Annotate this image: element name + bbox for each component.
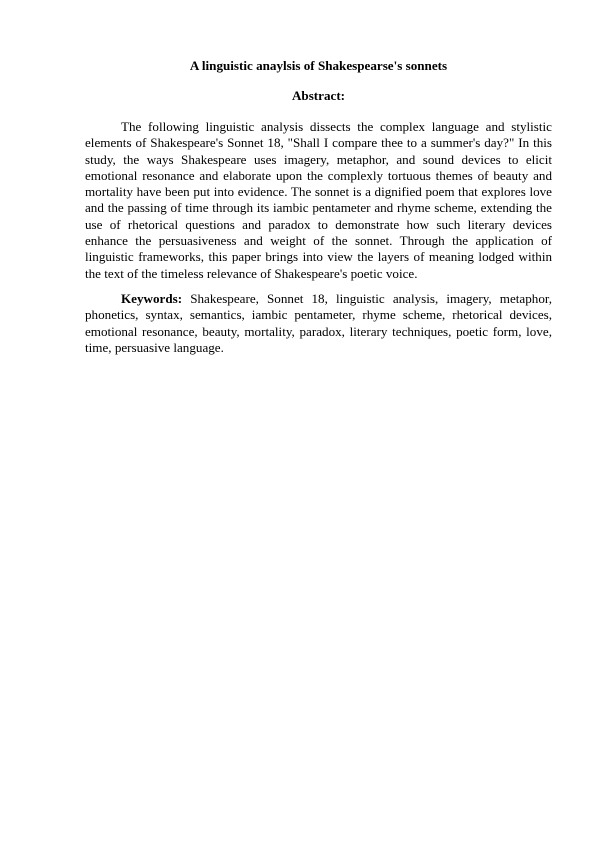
abstract-paragraph: The following linguistic analysis dissects the complex language and stylistic elements of Shakespeare's Sonnet 18, "Shall I compare thee to a summer's day?" In this study, the ways Shakespeare uses imagery, metaphor, and sound devices to elicit emotional resonance and elaborate upon the complexly tortuous themes of beauty and mortality have been put into evidence. The sonnet is a dignified poem that explores love and the passing of time through its iambic pentameter and rhyme scheme, extending the use of rhetorical questions and paradox to demonstrate how such literary devices enhance the persuasiveness and weight of the sonnet. Through the application of linguistic frameworks, this paper brings into view the layers of meaning lodged within the text of the timeless relevance of Shakespeare's poetic voice. bbox=[85, 119, 552, 281]
keywords-paragraph bbox=[85, 291, 552, 356]
keywords-label: Keywords: bbox=[121, 290, 183, 306]
abstract-heading: Abstract: bbox=[291, 88, 346, 103]
paper-title: A linguistic anaylsis of Shakespearse's sonnets bbox=[189, 58, 448, 73]
keywords-list: Shakespeare, Sonnet 18, linguistic analysis, imagery, metaphor, phonetics, syntax, semantics, iambic pentameter, rhyme scheme, rhetorical devices, emotional resonance, beauty, mortality, paradox, literary techniques, poetic form, love, time, persuasive language. bbox=[85, 290, 552, 355]
page-content bbox=[85, 58, 552, 356]
